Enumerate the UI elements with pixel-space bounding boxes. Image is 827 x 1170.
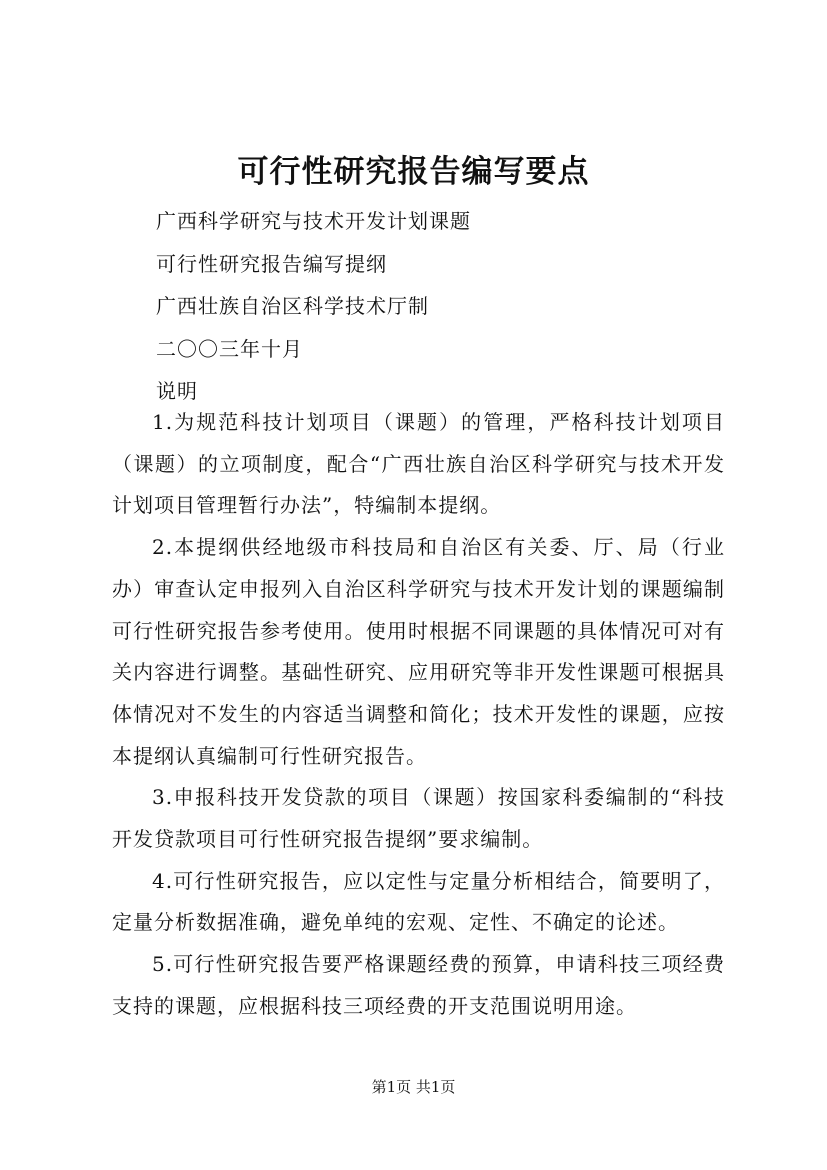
header-line-notes-heading: 说明 [156, 379, 198, 403]
header-block [156, 200, 471, 413]
header-line-issuer: 广西壮族自治区科学技术厅制 [156, 294, 429, 318]
header-line-outline: 可行性研究报告编写提纲 [156, 251, 387, 276]
paragraph-2: 2.本提纲供经地级市科技局和自治区有关委、厅、局（行业办）审查认定申报列入自治区科学研究与技术开发计划的课题编制可行性研究报告参考使用。使用时根据不同课题的具体情况可对有关内容进行调整。基础性研究、应用研究等非开发性课题可根据具体情况对不发生的内容适当调整和简化；技术开发性的课题，应按本提纲认真编制可行性研究报告。 [112, 535, 725, 768]
paragraph-4: 4.可行性研究报告，应以定性与定量分析相结合，简要明了，定量分析数据准确，避免单纯的宏观、定性、不确定的论述。 [112, 868, 725, 935]
document-title: 可行性研究报告编写要点 [237, 154, 590, 190]
body-text [112, 402, 725, 1028]
paragraph-5: 5.可行性研究报告要严格课题经费的预算，申请科技三项经费支持的课题，应根据科技三项经费的开支范围说明用途。 [112, 952, 725, 1018]
paragraph-3: 3.申报科技开发贷款的项目（课题）按国家科委编制的“科技开发贷款项目可行性研究报告提纲”要求编制。 [112, 785, 725, 852]
paragraph-1: 1.为规范科技计划项目（课题）的管理，严格科技计划项目（课题）的立项制度，配合“广西壮族自治区科学研究与技术开发计划项目管理暂行办法”，特编制本提纲。 [112, 410, 725, 518]
header-line-program: 广西科学研究与技术开发计划课题 [156, 209, 471, 233]
header-line-date: 二〇〇三年十月 [156, 336, 303, 361]
page-footer: 第1页 共1页 [371, 1078, 456, 1096]
